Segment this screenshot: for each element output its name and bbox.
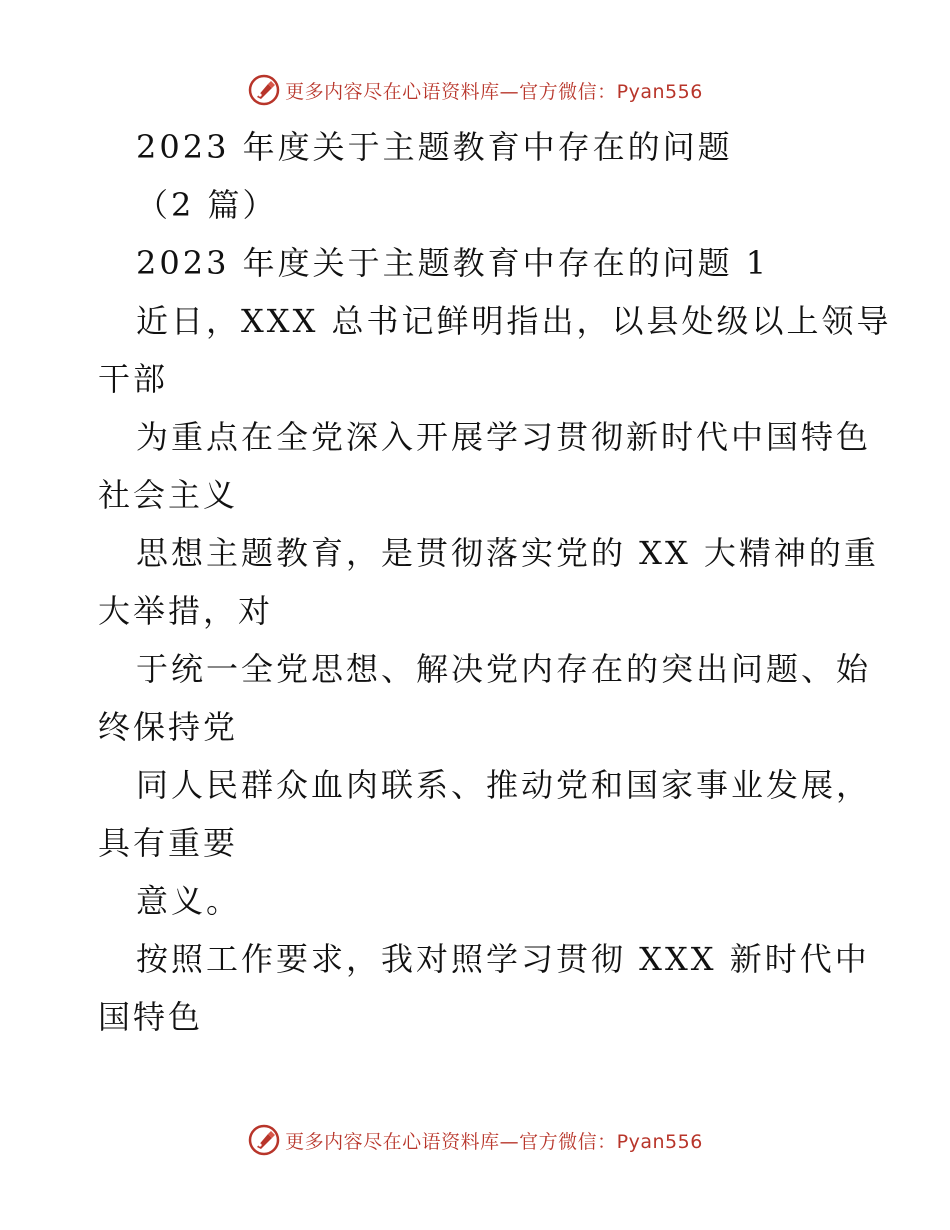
- banner-wechat: 官方微信：Pyan556: [519, 80, 703, 103]
- banner-wechat: 官方微信：Pyan556: [519, 1130, 703, 1153]
- paragraph-line: 社会主义: [98, 476, 239, 514]
- paragraph-line: 终保持党: [98, 708, 239, 746]
- paragraph-line: 思想主题教育，是贯彻落实党的 XX 大精神的重: [136, 534, 879, 572]
- section-heading: 2023 年度关于主题教育中存在的问题 1: [136, 244, 770, 282]
- paragraph-line: 意义。: [136, 882, 242, 920]
- pen-nib-logo-icon: [247, 73, 281, 107]
- document-title: 2023 年度关于主题教育中存在的问题: [136, 128, 733, 166]
- paragraph-line: 干部: [98, 360, 169, 398]
- document-body: [98, 118, 892, 1046]
- paragraph-line: 近日，XXX 总书记鲜明指出，以县处级以上领导: [136, 302, 892, 340]
- pen-nib-logo-icon: [247, 1123, 281, 1157]
- document-subtitle: （2 篇）: [136, 186, 278, 224]
- paragraph-line: 于统一全党思想、解决党内存在的突出问题、始: [136, 650, 872, 688]
- banner-text: [285, 1127, 703, 1154]
- banner-separator: —: [499, 80, 520, 103]
- footer-banner: [0, 1120, 950, 1160]
- paragraph-line: 同人民群众血肉联系、推动党和国家事业发展，: [136, 766, 872, 804]
- banner-text: [285, 77, 703, 104]
- banner-title: 更多内容尽在心语资料库: [285, 1130, 500, 1153]
- paragraph-line: 为重点在全党深入开展学习贯彻新时代中国特色: [136, 418, 872, 456]
- paragraph-line: 大举措，对: [98, 592, 274, 630]
- banner-separator: —: [499, 1130, 520, 1153]
- header-banner: [0, 70, 950, 110]
- paragraph-line: 国特色: [98, 998, 204, 1036]
- banner-title: 更多内容尽在心语资料库: [285, 80, 500, 103]
- paragraph-line: 按照工作要求，我对照学习贯彻 XXX 新时代中: [136, 940, 870, 978]
- paragraph-line: 具有重要: [98, 824, 239, 862]
